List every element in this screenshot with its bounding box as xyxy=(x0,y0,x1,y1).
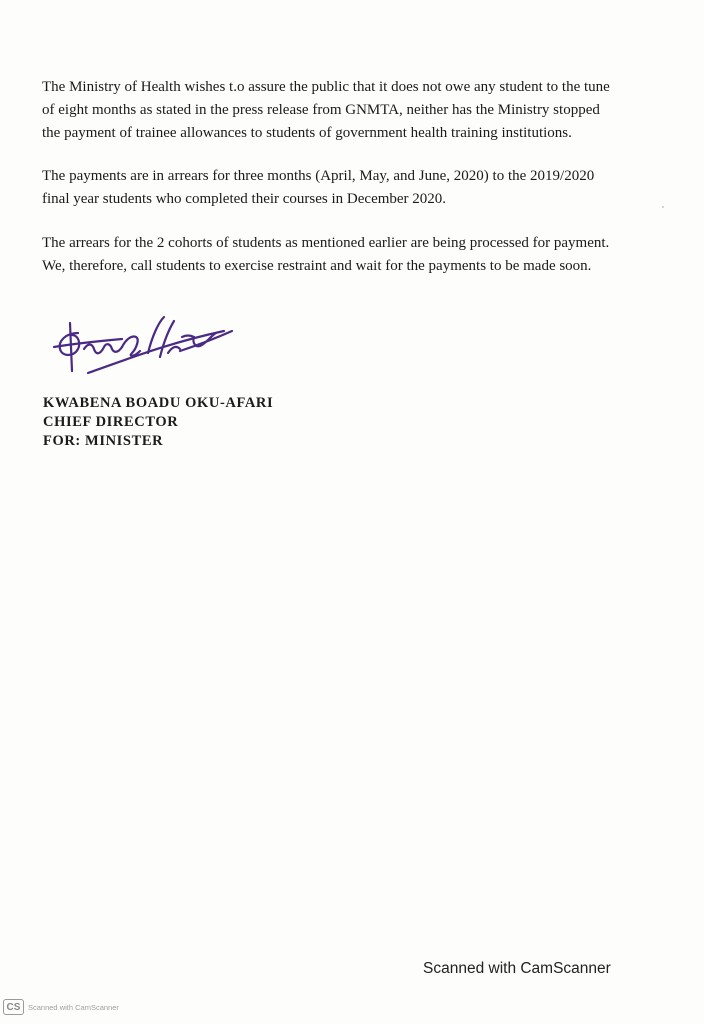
signatory-block xyxy=(43,394,273,451)
text-line: final year students who completed their courses in December 2020. xyxy=(42,191,447,207)
signatory-title: CHIEF DIRECTOR xyxy=(43,414,179,430)
handwritten-signature xyxy=(48,313,238,379)
camscanner-footer xyxy=(3,997,119,1017)
paragraph-processing xyxy=(42,232,682,278)
text-line: We, therefore, call students to exercise restraint and wait for the payments to be made soon. xyxy=(42,258,592,274)
camscanner-logo-icon: CS xyxy=(3,999,24,1015)
camscanner-footer-text: Scanned with CamScanner xyxy=(28,1002,119,1012)
paragraph-assurance xyxy=(42,76,682,145)
signatory-name: KWABENA BOADU OKU-AFARI xyxy=(43,395,274,411)
signatory-for-line: FOR: MINISTER xyxy=(43,433,164,449)
text-line: The arrears for the 2 cohorts of students as mentioned earlier are being processed for payment. xyxy=(42,235,610,251)
paragraph-arrears xyxy=(42,165,682,211)
text-line: The payments are in arrears for three months (April, May, and June, 2020) to the 2019/2020 xyxy=(42,168,595,184)
text-line: the payment of trainee allowances to students of government health training institutions. xyxy=(42,125,572,141)
camscanner-watermark: Scanned with CamScanner xyxy=(423,960,611,977)
scan-speck xyxy=(662,206,664,208)
text-line: The Ministry of Health wishes t.o assure the public that it does not owe any student to the tune xyxy=(42,79,610,95)
text-line: of eight months as stated in the press release from GNMTA, neither has the Ministry stopped xyxy=(42,102,600,118)
